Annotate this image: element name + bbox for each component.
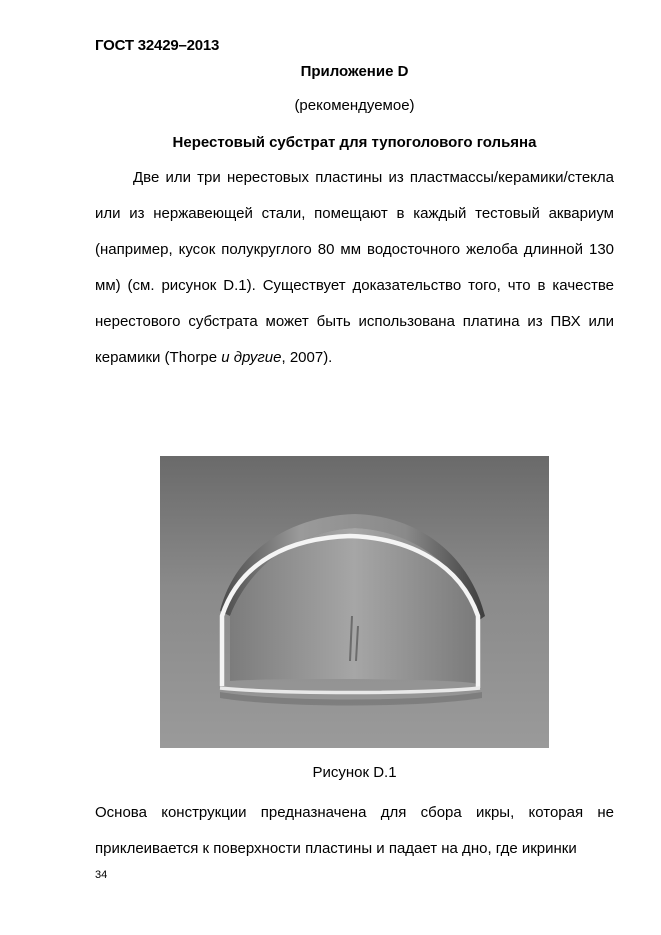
spawning-substrate-photo xyxy=(160,456,549,748)
body-paragraph-2: Основа конструкции предназначена для сбора икры, которая не приклеивается к поверхности пластины и падает на дно, где икринки xyxy=(95,804,614,857)
page-number: 34 xyxy=(95,869,108,881)
standard-code: ГОСТ 32429–2013 xyxy=(95,37,220,54)
body-paragraph xyxy=(95,160,614,376)
appendix-note: (рекомендуемое) xyxy=(294,97,415,114)
figure-caption: Рисунок D.1 xyxy=(312,764,397,781)
paragraph-italic-text: и другие xyxy=(221,349,282,366)
paragraph-text-end: , 2007). xyxy=(281,349,333,366)
paragraph-text: Две или три нерестовых пластины из пластмассы/керамики/стекла или из нержавеющей стали, помещают в каждый тестовый аквариум (например, кусок полукруглого 80 мм водосточного желоба длинной 130 мм) (см. рисунок D.1). Существует доказательство того, что в качестве нерестового субстрата может быть использована платина из ПВХ или керамики (Thorpe xyxy=(95,169,614,366)
appendix-title: Приложение D xyxy=(300,63,409,80)
section-title: Нерестовый субстрат для тупоголового гольяна xyxy=(172,134,537,151)
